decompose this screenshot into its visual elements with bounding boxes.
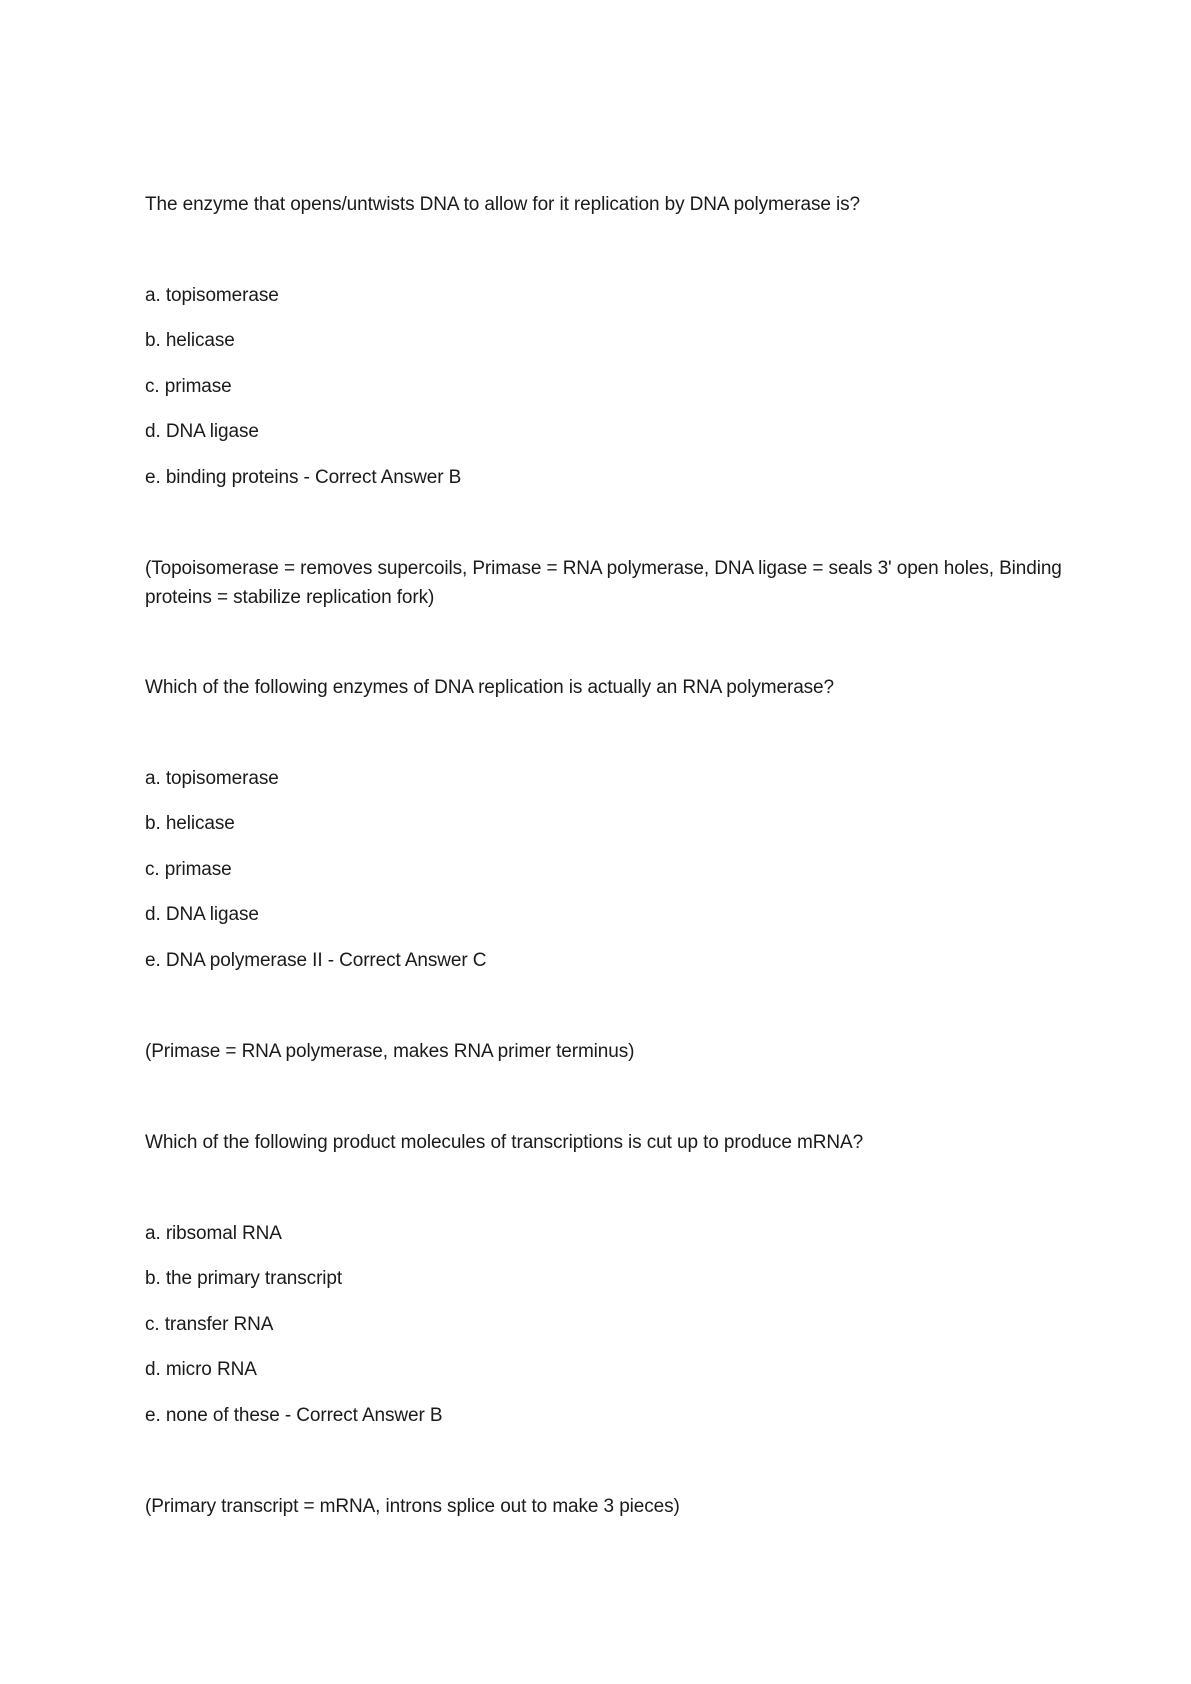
question-1-option-a: a. topisomerase — [145, 285, 279, 306]
question-2-option-e: e. DNA polymerase II - Correct Answer C — [145, 950, 487, 971]
question-2-text: Which of the following enzymes of DNA replication is actually an RNA polymerase? — [145, 677, 834, 698]
question-3-text: Which of the following product molecules of transcriptions is cut up to produce mRNA? — [145, 1132, 864, 1153]
question-3-option-d: d. micro RNA — [145, 1359, 257, 1380]
question-1-explanation: (Topoisomerase = removes supercoils, Primase = RNA polymerase, DNA ligase = seals 3' open holes, Binding proteins = stabilize replication fork) — [145, 558, 1062, 608]
question-3-option-c: c. transfer RNA — [145, 1314, 274, 1335]
question-2-option-c: c. primase — [145, 859, 232, 880]
question-1-option-d: d. DNA ligase — [145, 421, 259, 442]
question-1-option-c: c. primase — [145, 376, 232, 397]
question-1-text: The enzyme that opens/untwists DNA to allow for it replication by DNA polymerase is? — [145, 194, 860, 215]
question-2-option-b: b. helicase — [145, 813, 235, 834]
question-2-option-a: a. topisomerase — [145, 768, 279, 789]
question-3-option-a: a. ribsomal RNA — [145, 1223, 282, 1244]
question-3-option-b: b. the primary transcript — [145, 1268, 343, 1289]
question-1-option-b: b. helicase — [145, 330, 235, 351]
question-1-option-e: e. binding proteins - Correct Answer B — [145, 467, 462, 488]
question-3-explanation: (Primary transcript = mRNA, introns splice out to make 3 pieces) — [145, 1496, 680, 1517]
question-3-option-e: e. none of these - Correct Answer B — [145, 1405, 443, 1426]
question-2-explanation: (Primase = RNA polymerase, makes RNA primer terminus) — [145, 1041, 635, 1062]
question-2-option-d: d. DNA ligase — [145, 904, 259, 925]
